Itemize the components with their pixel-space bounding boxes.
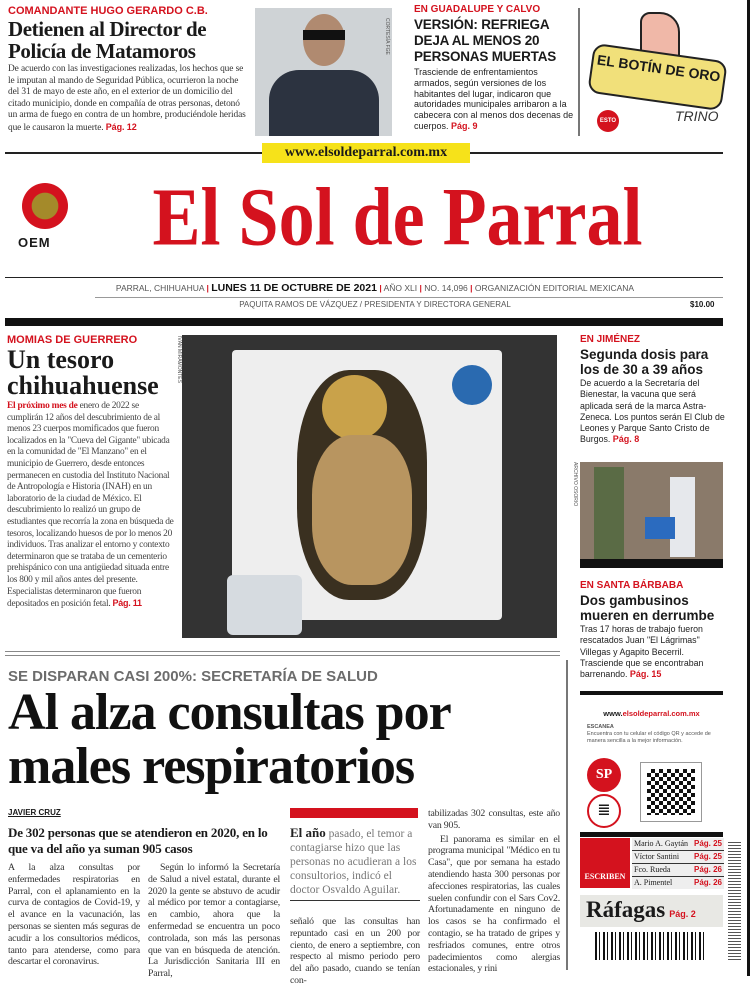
oem-text: OEM xyxy=(18,235,51,250)
location: PARRAL, CHIHUAHUA xyxy=(115,283,205,293)
rafagas-title: Ráfagas xyxy=(586,897,666,922)
subhead: De 302 personas que se atendieron en 2020, en lo que va del año ya suman 905 casos xyxy=(8,825,268,856)
kicker: EN GUADALUPE Y CALVO xyxy=(414,4,541,15)
divider xyxy=(566,660,568,970)
page-ref[interactable]: Pág. 15 xyxy=(629,669,662,680)
legal-text-strip xyxy=(728,840,741,960)
divider xyxy=(5,651,560,652)
photo-credit: IVÁN MIRAMONTES xyxy=(176,336,182,383)
page-ref[interactable]: Pág. 9 xyxy=(451,120,478,131)
kicker: EN SANTA BÁRBABA xyxy=(580,580,684,591)
byline: JAVIER CRUZ xyxy=(8,808,61,817)
kicker: EN JIMÉNEZ xyxy=(580,334,641,345)
newspaper-icon[interactable]: ≣ xyxy=(587,794,621,828)
arrest-photo xyxy=(255,8,392,136)
vaccine-photo xyxy=(580,462,723,568)
mummy-photo xyxy=(182,335,557,638)
newspaper-title[interactable]: El Sol de Parral xyxy=(152,171,643,263)
dateline: PARRAL, CHIHUAHUA | LUNES 11 DE OCTUBRE DE 2021 | AÑO XLI | NO. 14,096 | ORGANIZACIÓN EDITORIAL MEXICANA xyxy=(115,282,635,294)
columnists-list xyxy=(632,838,724,889)
divider xyxy=(5,277,723,278)
divider xyxy=(580,832,723,837)
cartoon-signature: TRINO xyxy=(675,108,719,124)
column-4-b: El panorama es similar en el programa municipal "Médico en tu Casa", que por semana ha estado atendiendo hasta 300 personas por afecciones respiratorias, las cuales suelen confundir con el Sars Cov2. Afortunadamente en ninguno de los casos se ha confirmado el contagio, se ha tratado de gripes y resfriados comunes, entre otros padecimientos como alergias estacionales, y rini xyxy=(428,833,560,975)
sidebar-url[interactable]: www.elsoldeparral.com.mx xyxy=(603,709,700,718)
story-body: Tras 17 horas de trabajo fueron rescatados Juan "El Lágrimas" Villegas y Agapito Becerril. Trasciende que se encontraban barrenando. xyxy=(580,624,704,680)
column-1: A la alza consultas por enfermedades respiratorias en Parral, con el aplanamiento en la curva de contagios de Covid-19, y el avance en la vacunación, las personas se sienten más seguras de acudir a los consultorios médicos, tanto para atenderse, como para descartar el coronavirus. xyxy=(8,862,140,968)
page-ref[interactable]: Pág. 11 xyxy=(112,598,142,609)
page-ref: Pág. 2 xyxy=(669,909,696,919)
photo-credit: CORTESÍA FGE xyxy=(384,18,390,55)
story-body: Trasciende de enfrentamientos armados, según versiones de los habitantes del lugar, indicaron que autoridades municipales arribaron a la cabecera con al menos dos decenas de cuerpos. xyxy=(414,67,574,131)
divider xyxy=(580,691,723,695)
right-story-2 xyxy=(580,580,725,680)
photo-credit: ARCHIVO OSORIO xyxy=(572,462,578,507)
esto-badge: ESTO xyxy=(597,110,619,132)
kicker: COMANDANTE HUGO GERARDO C.B. xyxy=(8,5,208,17)
director-line: PAQUITA RAMOS DE VÁZQUEZ / PRESIDENTA Y DIRECTORA GENERAL xyxy=(239,300,511,309)
scan-info xyxy=(587,724,719,745)
headline[interactable]: Detienen al Director de Policía de Matamoros xyxy=(8,17,207,63)
pull-quote xyxy=(290,826,420,901)
organization: ORGANIZACIÓN EDITORIAL MEXICANA xyxy=(474,283,635,293)
headline[interactable]: Un tesoro chihuahuense xyxy=(7,345,159,400)
lead-in: El próximo mes de xyxy=(7,401,78,411)
quote-bar xyxy=(290,808,418,818)
divider xyxy=(95,297,723,298)
quote-lead: El año xyxy=(290,825,326,840)
columnist-item[interactable]: Fco. Rueda Pág. 26 xyxy=(632,864,724,877)
column-4-a: tabilizadas 302 consultas, este año van 905. xyxy=(428,808,560,831)
story-body: enero de 2022 se cumplirán 12 años del descubrimiento de al menos 23 cuerpos momificados que fueron localizados en la "Cueva del Gigante" ubicada en la comunidad de "El Manzano" en el municipio de Guerrero, desde entonces permanecen en custodia del Instituto Nacional de Antropología e Historia (INAH) en un laboratorio de la ciudad de México. El descubrimiento lo realizó un grupo de estudiantes que recorría la zona en búsqueda de tesoros, localizando huesos de por lo menos 20 individuos. Tras analizar el entorno y contexto determinaron que se trataba de un cementerio prehispánico con una antigüedad situada entre los 800 y mil años antes del presente. Especialistas determinaron que fueron depositados en posición fetal. xyxy=(7,401,174,610)
column-3: señaló que las consultas han repuntado casi en un 200 por ciento, de enero a septiembre, con respecto al mismo periodo pero del año pasado, cuando se tenían con- xyxy=(290,916,420,986)
story-body: De acuerdo con las investigaciones realizadas, los hechos que se le imputan al mando de Seguridad Pública, ocurrieron la noche del 31 de mayo de este año, en el exterior de un domicilio del citado municipio, donde en compañía de otras personas, detonó un arma de fuego en contra de un hombre, produciéndole heridas que le causaron la muerte. xyxy=(8,64,246,133)
column-4 xyxy=(428,808,560,975)
year: AÑO XLI xyxy=(383,283,418,293)
headline[interactable]: Dos gambusinos mueren en derrumbe xyxy=(580,593,715,623)
escriben-label: ESCRIBEN xyxy=(580,838,630,888)
columnist-item[interactable]: A. Pimentel Pág. 26 xyxy=(634,878,722,887)
columnist-item[interactable]: Mario A. Gaytán Pág. 25 xyxy=(632,838,724,851)
issue-number: NO. 14,096 xyxy=(424,283,468,293)
scan-text: Encuentra con tu celular el código QR y accede de manera sencilla a la mejor información. xyxy=(587,731,711,744)
barcode xyxy=(595,932,705,960)
scan-title: ESCANEA xyxy=(587,724,614,730)
quote-text: pasado, el temor a contagiarse hizo que las personas no acudieran a los consultorios, indicó el doctor Osvaldo Aguilar. xyxy=(290,828,417,896)
price: $10.00 xyxy=(690,300,715,309)
divider xyxy=(5,655,560,656)
masthead-url[interactable]: www.elsoldeparral.com.mx xyxy=(262,143,470,163)
top-middle-story xyxy=(414,4,574,132)
sp-badge[interactable]: SP xyxy=(587,758,621,792)
headline[interactable]: Segunda dosis para los de 30 a 39 años xyxy=(580,347,709,377)
page-ref[interactable]: Pág. 8 xyxy=(612,434,640,445)
cartoon-banner: EL BOTÍN DE ORO xyxy=(587,43,728,111)
sun-emblem-icon xyxy=(22,183,68,229)
divider xyxy=(578,8,580,136)
rafagas-box[interactable] xyxy=(580,895,723,927)
main-kicker: SE DISPARAN CASI 200%: SECRETARÍA DE SALUD xyxy=(8,668,378,685)
qr-code[interactable] xyxy=(640,762,702,822)
feature-story xyxy=(7,334,174,611)
kicker: MOMIAS DE GUERRERO xyxy=(7,334,138,346)
columnist-item[interactable]: Víctor Santini Pág. 25 xyxy=(632,851,724,864)
oem-logo xyxy=(18,183,74,253)
headline[interactable]: VERSIÓN: REFRIEGA DEJA AL MENOS 20 PERSONAS MUERTAS xyxy=(414,17,557,64)
story-body: De acuerdo a la Secretaría del Bienestar, la vacuna que será aplicada será de la marca Astra-Zeneca. Los puntos serán El Club de Leones y Parque Santo Cristo de Burgos. xyxy=(580,378,725,445)
right-story-1 xyxy=(580,334,725,446)
main-headline[interactable]: Al alza consultas por males respiratorios xyxy=(8,684,450,795)
top-left-story xyxy=(8,5,250,135)
date: LUNES 11 DE OCTUBRE DE 2021 xyxy=(211,282,377,294)
column-2: Según lo informó la Secretaría de Salud a nivel estatal, durante el 2020 la gente se abstuvo de acudir al médico por temor a contagiarse, en cambio, ahora que la enfermedad se encuentra un poco controlada, son más las personas que van en búsqueda de atención. La Jurisdicción Sanitaria III en Parral, xyxy=(148,862,280,980)
divider xyxy=(5,318,723,326)
page-ref[interactable]: Pág. 12 xyxy=(105,121,137,132)
cartoon xyxy=(585,10,745,135)
